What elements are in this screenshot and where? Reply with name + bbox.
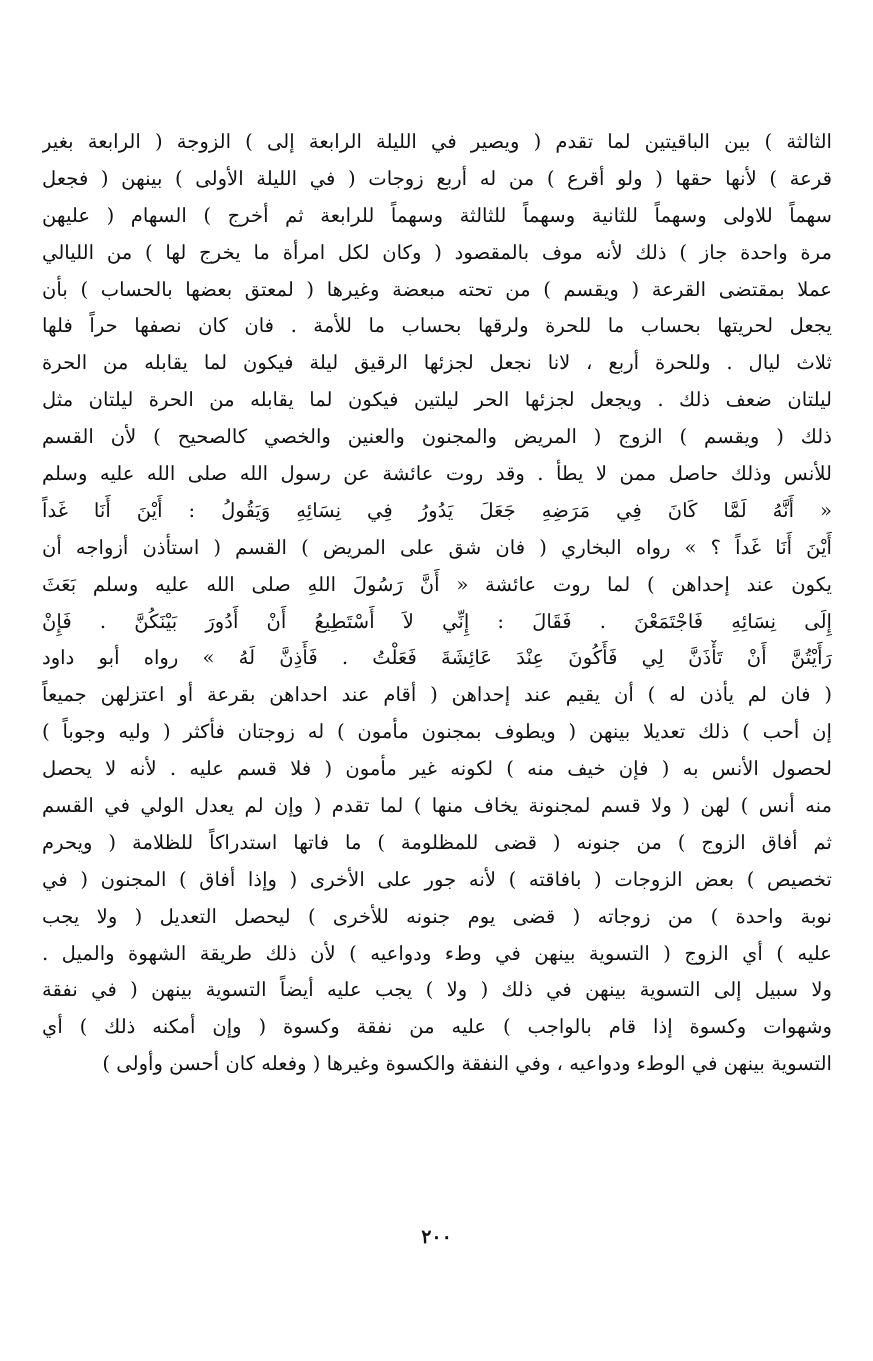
text-line: تخصيص ) بعض الزوجات ( بافاقته ) لأنه جور على الأخرى ( وإذا أفاق ) المجنون ( في: [42, 867, 832, 891]
text-line: ثم أفاق الزوج ) من جنونه ( قضى للمظلومة ) ما فاتها استدراكاً للظلامة ( ويحرم: [42, 830, 832, 854]
hadith-line: « أَنَّهُ لَمَّا كَانَ فِي مَرَضِهِ جَعَلَ يَدُورُ فِي نِسَائِهِ وَيَقُولُ : أَيْنَ أَنَا غَداً: [42, 498, 832, 522]
text-line: ليلتان ضعف ذلك . ويجعل لجزئها الحر ليلتين فيكون لما يقابله من الحرة ليلتان مثل: [42, 388, 832, 412]
text-line: سهماً للاولى وسهماً للثانية وسهماً للثالثة وسهماً للرابعة ثم أخرج ) السهام ( عليهن: [42, 203, 832, 227]
text-line: أَيْنَ أَنَا غَداً ؟ » رواه البخاري ( فان شق على المريض ) القسم ( استأذن أزواجه أن: [42, 535, 832, 559]
text-line: ذلك ( ويقسم ) الزوج ( المريض والمجنون والعنين والخصي كالصحيح ) لأن القسم: [42, 425, 832, 449]
body-text: [42, 124, 832, 1083]
text-line: نوبة واحدة ) من زوجاته ( قضى يوم جنونه للأخرى ) ليحصل التعديل ( ولا يجب: [42, 904, 832, 928]
text-line: منه أنس ) لهن ( ولا قسم لمجنونة يخاف منها ) لما تقدم ( وإن لم يعدل الولي في القسم: [42, 794, 832, 818]
text-line: للأنس وذلك حاصل ممن لا يطأ . وقد روت عائشة عن رسول الله صلى الله عليه وسلم: [42, 462, 832, 486]
text-line: يكون عند إحداهن ) لما روت عائشة « أَنَّ رَسُولَ اللهِ صلى الله عليه وسلم بَعَثَ: [42, 572, 832, 596]
text-line: ثلاث ليال . وللحرة أربع ، لانا نجعل لجزئها الرقيق ليلة فيكون لما يقابله من الحرة: [42, 351, 832, 375]
hadith-line: رَأَيْتُنَّ أَنْ تَأْذَنَّ لِي فَأَكُونَ عِنْدَ عَائِشَةَ فَعَلْتُ . فَأَذِنَّ لَهُ » رواه أبو داود: [42, 646, 832, 670]
text-line: عليه ) أي الزوج ( التسوية بينهن في وطء ودواعيه ) لأن ذلك طريقة الشهوة والميل .: [42, 941, 832, 965]
text-line: لحصول الأنس به ( فإن خيف منه ) لكونه غير مأمون ( فلا قسم عليه . لأنه لا يحصل: [42, 757, 832, 781]
text-line: وشهوات وكسوة إذا قام بالواجب ) عليه من نفقة وكسوة ( وإن أمكنه ذلك ) أي: [42, 1015, 832, 1039]
hadith-line: إِلَى نِسَائِهِ فَاجْتَمَعْنَ . فَقَالَ : إِنِّي لاَ أَسْتَطِيعُ أَنْ أَدُورَ بَيْنَكُنَّ . فَإِنْ: [42, 609, 832, 633]
text-line: ( فان لم يأذن له ) أن يقيم عند إحداهن ( أقام عند احداهن بقرعة أو اعتزلهن جميعاً: [42, 683, 832, 707]
text-line: يجعل لحريتها بحساب ما للحرة ولرقها بحساب ما للأمة . فان كان نصفها حراً فلها: [42, 314, 832, 338]
text-line: مرة واحدة جاز ) ذلك لأنه موف بالمقصود ( وكان لكل امرأة ما يخرج لها ) من الليالي: [42, 240, 832, 264]
text-line: ولا سبيل إلى التسوية بينهن في ذلك ( ولا ) يجب عليه أيضاً التسوية بينهن ( في نفقة: [42, 978, 832, 1002]
text-line: إن أحب ) ذلك تعديلا بينهن ( ويطوف بمجنون مأمون ) له زوجتان فأكثر ( وليه وجوباً ): [42, 720, 832, 744]
page-number: ٢٠٠: [421, 1226, 452, 1248]
text-line: عملا بمقتضى القرعة ( ويقسم ) من تحته مبعضة وغيرها ( لمعتق بعضها بالحساب ) بأن: [42, 277, 832, 301]
text-line: التسوية بينهن في الوطء ودواعيه ، وفي النفقة والكسوة وغيرها ( وفعله كان أحسن وأولى ): [102, 1052, 832, 1076]
text-line: الثالثة ) بين الباقيتين لما تقدم ( ويصير في الليلة الرابعة إلى ) الزوجة ( الرابعة بغير: [42, 130, 832, 153]
text-line: قرعة ) لأنها حقها ( ولو أقرع ) من له أربع زوجات ( في الليلة الأولى ) بينهن ( فجعل: [42, 166, 832, 190]
